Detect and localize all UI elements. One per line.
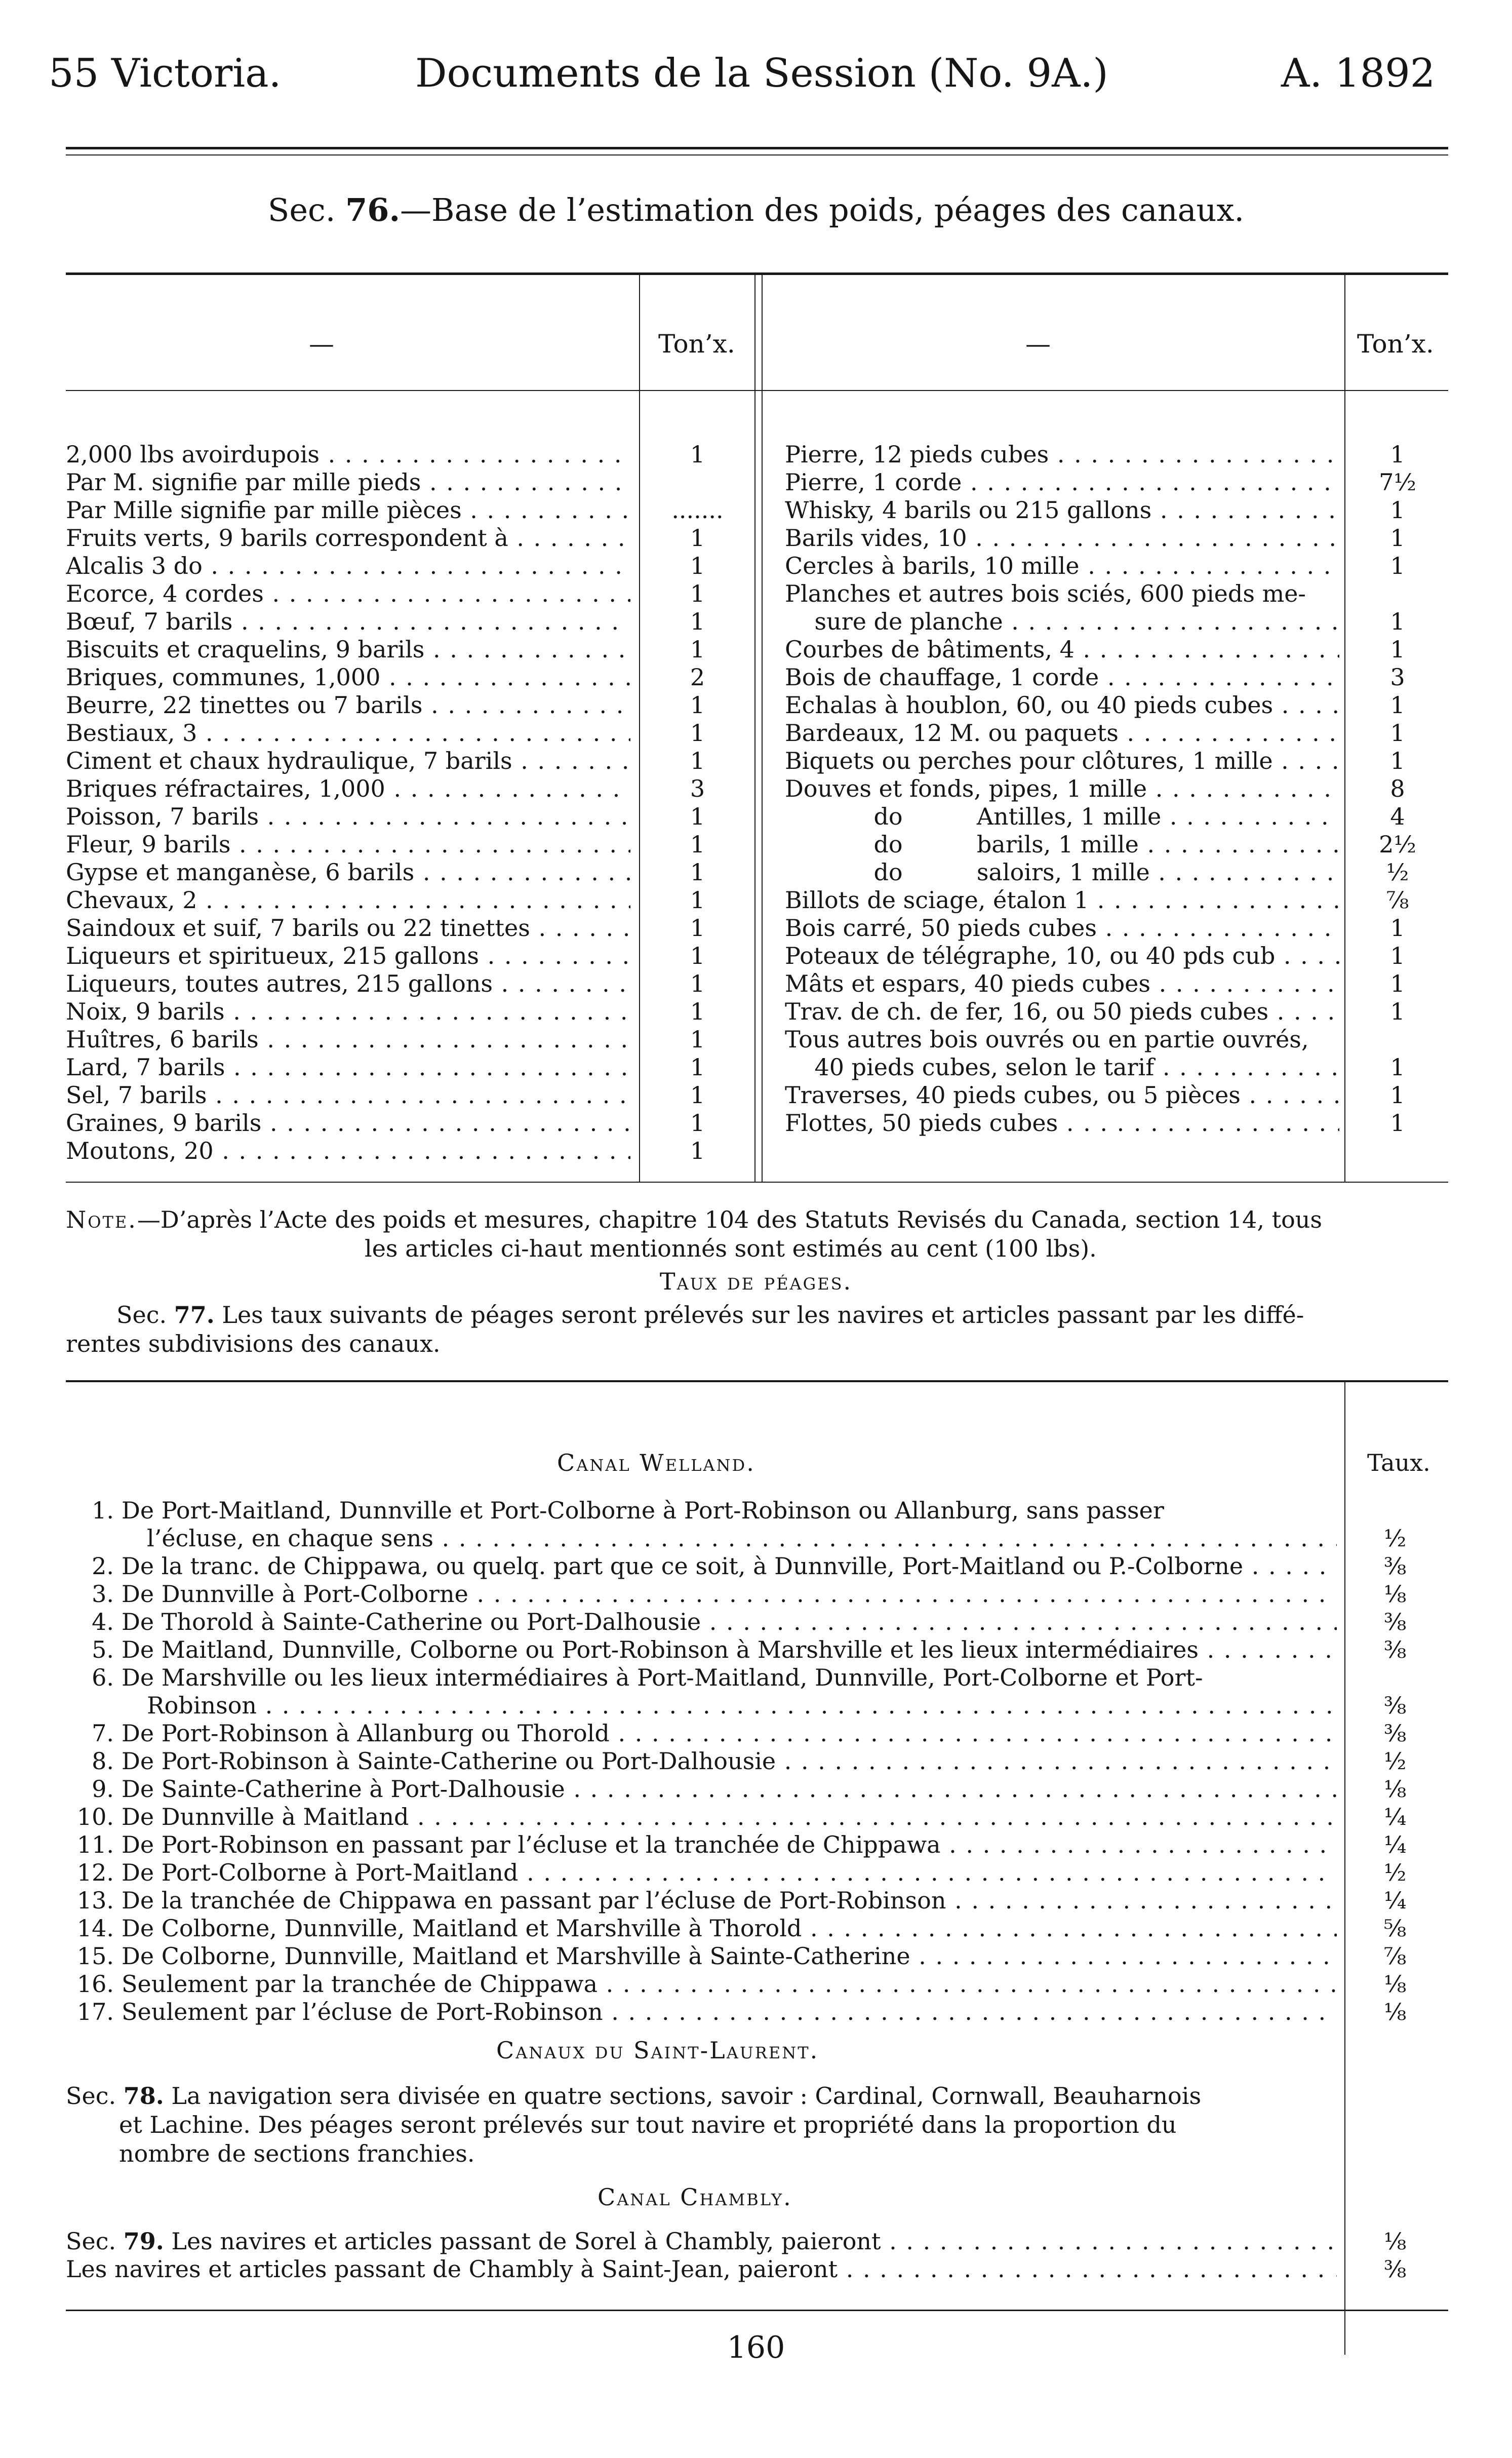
table-row xyxy=(785,496,1339,524)
welland-item-line: De Dunnville à Port-Colborne . . . xyxy=(122,1580,1337,1608)
row-label: Liqueurs et spiritueux, 215 gallons . . . xyxy=(66,942,630,970)
row-label: Chevaux, 2 . . . xyxy=(66,886,630,914)
table-row xyxy=(66,469,630,496)
table-row xyxy=(785,998,1339,1026)
row-tonnage-value: 1 xyxy=(690,1137,705,1164)
table-row xyxy=(785,552,1339,580)
row-label: Bœuf, 7 barils . . . xyxy=(66,608,630,636)
row-tonnage-value: 1 xyxy=(1390,1054,1405,1081)
welland-item-text xyxy=(122,1970,1337,1998)
row-label: Saindoux et suif, 7 barils ou 22 tinettes . . . xyxy=(66,914,630,942)
welland-item-line: De Dunnville à Maitland . . . xyxy=(122,1803,1337,1831)
table-row xyxy=(66,859,630,886)
table-row xyxy=(785,831,1339,859)
welland-item-text xyxy=(122,1720,1337,1747)
row-label: Planches et autres bois sciés, 600 pieds me- xyxy=(785,580,1306,607)
row-label: Bestiaux, 3 . . . xyxy=(66,719,630,747)
header-document-title: Documents de la Session (No. 9A.) xyxy=(415,51,1108,96)
welland-item-text xyxy=(122,1942,1337,1970)
welland-item-number: 4. xyxy=(92,1608,114,1635)
table-row xyxy=(66,803,630,831)
note-label: Note. xyxy=(66,1206,137,1233)
row-label: Fleur, 9 barils . . . xyxy=(66,831,630,859)
row-tonnage-value: 1 xyxy=(690,1081,705,1109)
section-76-number: 76. xyxy=(345,191,401,228)
welland-item-text xyxy=(147,1692,1337,1720)
row-label: Pierre, 1 corde . . . xyxy=(785,469,1339,496)
row-label: sure de planche . . . xyxy=(785,608,1339,636)
row-tonnage-value: 1 xyxy=(690,970,705,997)
table-row xyxy=(785,1054,1339,1081)
row-tonnage-value: 1 xyxy=(1390,1109,1405,1137)
welland-item-rate: ¼ xyxy=(1383,1887,1407,1914)
row-label: Briques réfractaires, 1,000 . . . xyxy=(66,775,630,803)
row-tonnage-value: 1 xyxy=(1390,496,1405,524)
row-label: Par M. signifie par mille pieds . . . xyxy=(66,469,630,496)
taux-de-peages-heading: Taux de péages. xyxy=(659,1268,853,1295)
chambly-row-2-label: Les navires et articles passant de Chambly à Saint-Jean, paieront . . . xyxy=(66,2255,1337,2283)
row-tonnage-value: 1 xyxy=(690,1109,705,1137)
row-tonnage-value: 1 xyxy=(690,1026,705,1053)
row-label: Fruits verts, 9 barils correspondent à . . . xyxy=(66,524,630,552)
table-row xyxy=(66,1109,630,1137)
row-tonnage-value: 1 xyxy=(690,1054,705,1081)
row-label: Beurre, 22 tinettes ou 7 barils . . . xyxy=(66,691,630,719)
table-row xyxy=(785,719,1339,747)
row-tonnage-value: 1 xyxy=(1390,970,1405,997)
table-76-col-divider-4 xyxy=(1344,275,1345,1182)
welland-item-number: 8. xyxy=(92,1747,114,1775)
section-78-text-line-2: et Lachine. Des péages seront prélevés sur tout navire et propriété dans la proportion du xyxy=(119,2111,1177,2138)
table-row xyxy=(785,914,1339,942)
row-tonnage-value: 2½ xyxy=(1379,831,1416,858)
section-78-number: 78. xyxy=(123,2082,164,2110)
table-row xyxy=(785,859,1339,886)
section-78-paragraph xyxy=(66,2082,1342,2111)
row-label: Flottes, 50 pieds cubes . . . xyxy=(785,1109,1339,1137)
canal-welland-heading: Canal Welland. xyxy=(557,1449,755,1476)
header-year: A. 1892 xyxy=(1281,51,1436,96)
row-tonnage-value: 1 xyxy=(690,914,705,942)
column-head-right-dash: — xyxy=(1025,329,1051,359)
row-label: Bois de chauffage, 1 corde . . . xyxy=(785,664,1339,691)
table-row xyxy=(785,803,1339,831)
row-tonnage-value: 1 xyxy=(690,719,705,747)
welland-item-line: De Colborne, Dunnville, Maitland et Marshville à Thorold . . . xyxy=(122,1915,1337,1942)
welland-item-line: Seulement par la tranchée de Chippawa . . . xyxy=(122,1970,1337,1998)
row-label: Alcalis 3 do . . . xyxy=(66,552,630,580)
section-78-prefix: Sec. xyxy=(66,2082,116,2110)
table-row xyxy=(66,970,630,998)
note-text-line-2: les articles ci-haut mentionnés sont estimés au cent (100 lbs). xyxy=(365,1235,1097,1262)
row-tonnage-value: 3 xyxy=(1390,664,1405,691)
table-row xyxy=(785,691,1339,719)
welland-item-line: De Port-Robinson à Sainte-Catherine ou Port-Dalhousie . . . xyxy=(122,1747,1337,1775)
chambly-row-2 xyxy=(66,2255,1337,2283)
table-row xyxy=(785,441,1339,469)
table-row xyxy=(66,524,630,552)
welland-item-number: 11. xyxy=(76,1831,114,1858)
table-row xyxy=(785,886,1339,914)
welland-item-rate: ⅞ xyxy=(1383,1942,1407,1970)
table-row xyxy=(66,1054,630,1081)
welland-item-rate: ⅝ xyxy=(1383,1915,1407,1942)
table-row xyxy=(66,831,630,859)
footer-rule xyxy=(66,2310,1448,2311)
welland-item-number: 9. xyxy=(92,1775,114,1803)
row-tonnage-value: 4 xyxy=(1390,803,1405,830)
welland-item-line: De Thorold à Sainte-Catherine ou Port-Dalhousie . . . xyxy=(122,1608,1337,1636)
canal-chambly-heading: Canal Chambly. xyxy=(598,2183,792,2211)
welland-item-text xyxy=(122,1859,1337,1887)
table-row xyxy=(66,1081,630,1109)
table-row xyxy=(785,608,1339,636)
welland-item-text xyxy=(122,1552,1337,1580)
row-tonnage-value: 1 xyxy=(1390,998,1405,1025)
row-label: Poteaux de télégraphe, 10, ou 40 pds cub . . . xyxy=(785,942,1339,970)
welland-taux-head: Taux. xyxy=(1367,1449,1430,1476)
welland-item-number: 7. xyxy=(92,1720,114,1747)
row-label: Ecorce, 4 cordes . . . xyxy=(66,580,630,608)
welland-item-line: De la tranchée de Chippawa en passant par l’écluse de Port-Robinson . . . xyxy=(122,1887,1337,1915)
row-tonnage-value: 7½ xyxy=(1379,469,1416,496)
section-78-text-line-1: La navigation sera divisée en quatre sections, savoir : Cardinal, Cornwall, Beauharnois xyxy=(171,2082,1202,2110)
chambly-row-1-label: Sec. 79. Les navires et articles passant de Sorel à Chambly, paieront . . . xyxy=(66,2228,1337,2255)
row-tonnage-value: 1 xyxy=(1390,636,1405,663)
row-label: Douves et fonds, pipes, 1 mille . . . xyxy=(785,775,1339,803)
table-row xyxy=(785,1109,1339,1137)
welland-item-number: 17. xyxy=(76,1998,114,2025)
section-78-text-line-3: nombre de sections franchies. xyxy=(119,2140,475,2167)
welland-item-rate: ½ xyxy=(1383,1859,1407,1886)
row-tonnage-value: ⅞ xyxy=(1386,886,1409,914)
table-76-header-rule xyxy=(66,390,1448,391)
row-tonnage-value: 1 xyxy=(1390,552,1405,579)
welland-item-line: De Port-Maitland, Dunnville et Port-Colborne à Port-Robinson ou Allanburg, sans passer xyxy=(122,1497,1164,1524)
table-row xyxy=(66,775,630,803)
row-tonnage-value: 1 xyxy=(690,803,705,830)
note-text-line-1: —D’après l’Acte des poids et mesures, chapitre 104 des Statuts Revisés du Canada, section 14, tous xyxy=(137,1206,1323,1233)
row-tonnage-value: 1 xyxy=(690,691,705,719)
welland-item-text xyxy=(122,1580,1337,1608)
row-label: Sel, 7 barils . . . xyxy=(66,1081,630,1109)
row-label: Noix, 9 barils . . . xyxy=(66,998,630,1026)
canaux-saint-laurent-heading: Canaux du Saint-Laurent. xyxy=(496,2037,819,2064)
row-label: Moutons, 20 . . . xyxy=(66,1137,630,1165)
welland-item-rate: ½ xyxy=(1383,1747,1407,1775)
welland-item-rate: ½ xyxy=(1383,1525,1407,1552)
row-label: Biquets ou perches pour clôtures, 1 mille . . . xyxy=(785,747,1339,775)
section-76-title-text: —Base de l’estimation des poids, péages des canaux. xyxy=(400,191,1245,228)
header-rule-top xyxy=(66,147,1448,149)
welland-item-number: 12. xyxy=(76,1859,114,1886)
welland-item-rate: ⅜ xyxy=(1383,1608,1407,1635)
table-row xyxy=(785,664,1339,691)
table-row xyxy=(66,691,630,719)
table-row xyxy=(785,636,1339,664)
welland-item-line: De la tranc. de Chippawa, ou quelq. part que ce soit, à Dunnville, Port-Maitland ou P.-Colborne . . . xyxy=(122,1552,1337,1580)
row-tonnage-value: 1 xyxy=(690,831,705,858)
row-tonnage-value: 1 xyxy=(1390,914,1405,942)
page-number: 160 xyxy=(727,2330,785,2365)
row-label: Pierre, 12 pieds cubes . . . xyxy=(785,441,1339,469)
welland-rate-divider xyxy=(1344,1382,1345,2355)
welland-item-text xyxy=(122,1636,1337,1664)
welland-item-rate: ⅛ xyxy=(1383,1775,1407,1803)
welland-item-rate: ⅜ xyxy=(1383,1552,1407,1580)
table-row xyxy=(66,441,630,469)
welland-item-text xyxy=(122,1664,1337,1692)
table-76-col-divider-2 xyxy=(754,275,755,1182)
table-row xyxy=(66,496,630,524)
row-label: Graines, 9 barils . . . xyxy=(66,1109,630,1137)
welland-item-number: 13. xyxy=(76,1887,114,1914)
row-tonnage-value: 1 xyxy=(1390,1081,1405,1109)
section-76-title xyxy=(0,191,1512,228)
table-row xyxy=(785,1081,1339,1109)
table-row xyxy=(785,580,1339,608)
table-row xyxy=(66,886,630,914)
table-row xyxy=(785,775,1339,803)
welland-item-number: 3. xyxy=(92,1580,114,1608)
row-label: Biscuits et craquelins, 9 barils . . . xyxy=(66,636,630,664)
welland-item-line: De Port-Robinson en passant par l’écluse et la tranchée de Chippawa . . . xyxy=(122,1831,1337,1859)
header-session-year: 55 Victoria. xyxy=(49,51,282,96)
table-row xyxy=(66,942,630,970)
section-77-number: 77. xyxy=(174,1301,215,1329)
section-77-text-line-1: Les taux suivants de péages seront prélevés sur les navires et articles passant par les diffé- xyxy=(222,1301,1304,1329)
row-label: Mâts et espars, 40 pieds cubes . . . xyxy=(785,970,1339,998)
welland-item-number: 5. xyxy=(92,1636,114,1663)
row-tonnage-value: 1 xyxy=(690,747,705,774)
row-tonnage-value: 1 xyxy=(1390,524,1405,552)
welland-item-line: De Maitland, Dunnville, Colborne ou Port-Robinson à Marshville et les lieux intermédiaires . . . xyxy=(122,1636,1337,1664)
table-row xyxy=(66,747,630,775)
welland-item-rate: ⅛ xyxy=(1383,1970,1407,1998)
row-tonnage-value: 1 xyxy=(690,580,705,607)
row-label: Huîtres, 6 barils . . . xyxy=(66,1026,630,1054)
row-tonnage-value: 1 xyxy=(1390,942,1405,969)
column-head-right-ton: Ton’x. xyxy=(1357,329,1434,359)
table-76-bottom-rule xyxy=(66,1182,1448,1183)
row-tonnage-value: 1 xyxy=(690,608,705,635)
welland-item-line: De Port-Robinson à Allanburg ou Thorold . . . xyxy=(122,1720,1337,1747)
table-76-col-divider-3 xyxy=(762,275,763,1182)
welland-item-rate: ⅜ xyxy=(1383,1720,1407,1747)
header-rule-bottom xyxy=(66,154,1448,155)
row-tonnage-value: 1 xyxy=(690,859,705,886)
row-label: Echalas à houblon, 60, ou 40 pieds cubes . . . xyxy=(785,691,1339,719)
row-tonnage-value: 1 xyxy=(690,998,705,1025)
table-row xyxy=(66,998,630,1026)
note-paragraph xyxy=(66,1205,1453,1234)
table-76-col-divider-1 xyxy=(639,275,640,1182)
table-row xyxy=(66,580,630,608)
table-row xyxy=(66,608,630,636)
table-row xyxy=(66,552,630,580)
table-76-top-rule xyxy=(66,272,1448,275)
table-row xyxy=(66,719,630,747)
welland-item-text xyxy=(122,1915,1337,1942)
row-tonnage-value: 3 xyxy=(690,775,705,802)
welland-item-line: De Port-Colborne à Port-Maitland . . . xyxy=(122,1859,1337,1887)
welland-item-text xyxy=(122,1497,1337,1525)
welland-item-line: De Colborne, Dunnville, Maitland et Marshville à Sainte-Catherine . . . xyxy=(122,1942,1337,1970)
welland-item-number: 1. xyxy=(92,1497,114,1524)
row-label: do barils, 1 mille . . . xyxy=(785,831,1339,859)
welland-item-text xyxy=(122,1747,1337,1775)
welland-item-rate: ⅛ xyxy=(1383,1998,1407,2025)
row-label: 2,000 lbs avoirdupois . . . xyxy=(66,441,630,469)
row-label: do Antilles, 1 mille . . . xyxy=(785,803,1339,831)
welland-item-line: l’écluse, en chaque sens . . . xyxy=(147,1525,1337,1552)
welland-item-number: 10. xyxy=(76,1803,114,1830)
welland-item-number: 16. xyxy=(76,1970,114,1998)
row-tonnage-value: 1 xyxy=(690,636,705,663)
row-label: Gypse et manganèse, 6 barils . . . xyxy=(66,859,630,886)
row-tonnage-value: 1 xyxy=(690,441,705,468)
row-label: Briques, communes, 1,000 . . . xyxy=(66,664,630,691)
row-label: Bois carré, 50 pieds cubes . . . xyxy=(785,914,1339,942)
table-row xyxy=(66,664,630,691)
row-label: Trav. de ch. de fer, 16, ou 50 pieds cubes . . . xyxy=(785,998,1339,1026)
column-head-left-ton: Ton’x. xyxy=(658,329,735,359)
table-row xyxy=(785,747,1339,775)
row-tonnage-value: 1 xyxy=(690,524,705,552)
table-row xyxy=(66,1026,630,1054)
row-tonnage-value: 8 xyxy=(1390,775,1405,802)
welland-item-rate: ¼ xyxy=(1383,1803,1407,1830)
welland-item-rate: ⅜ xyxy=(1383,1692,1407,1719)
row-label: 40 pieds cubes, selon le tarif . . . xyxy=(785,1054,1339,1081)
welland-item-line: De Sainte-Catherine à Port-Dalhousie . . . xyxy=(122,1775,1337,1803)
welland-top-rule xyxy=(66,1380,1448,1382)
row-label: Lard, 7 barils . . . xyxy=(66,1054,630,1081)
welland-item-text xyxy=(122,1608,1337,1636)
column-head-left-dash: — xyxy=(309,329,334,359)
welland-item-text xyxy=(122,1831,1337,1859)
welland-item-rate: ⅜ xyxy=(1383,1636,1407,1663)
welland-item-rate: ⅛ xyxy=(1383,1580,1407,1608)
row-label: Cercles à barils, 10 mille . . . xyxy=(785,552,1339,580)
table-row xyxy=(66,914,630,942)
table-row xyxy=(785,942,1339,970)
table-row xyxy=(785,524,1339,552)
welland-item-text xyxy=(122,1775,1337,1803)
row-label: Billots de sciage, étalon 1 . . . xyxy=(785,886,1339,914)
chambly-row-1 xyxy=(66,2228,1337,2255)
row-label: Tous autres bois ouvrés ou en partie ouvrés, xyxy=(785,1026,1309,1053)
row-label: Par Mille signifie par mille pièces . . . xyxy=(66,496,630,524)
table-row xyxy=(785,1026,1339,1054)
row-label: Poisson, 7 barils . . . xyxy=(66,803,630,831)
row-label: Whisky, 4 barils ou 215 gallons . . . xyxy=(785,496,1339,524)
row-tonnage-value: ....... xyxy=(671,496,724,524)
row-label: Ciment et chaux hydraulique, 7 barils . . . xyxy=(66,747,630,775)
table-row xyxy=(785,970,1339,998)
table-row xyxy=(66,1137,630,1165)
welland-item-line: Robinson . . . xyxy=(147,1692,1337,1720)
section-77-text-line-2: rentes subdivisions des canaux. xyxy=(66,1330,441,1357)
row-label: Liqueurs, toutes autres, 215 gallons . . . xyxy=(66,970,630,998)
welland-item-number: 15. xyxy=(76,1942,114,1970)
row-tonnage-value: 1 xyxy=(1390,719,1405,747)
welland-item-number: 14. xyxy=(76,1915,114,1942)
row-tonnage-value: 1 xyxy=(1390,747,1405,774)
row-label: Traverses, 40 pieds cubes, ou 5 pièces . . . xyxy=(785,1081,1339,1109)
welland-item-text xyxy=(122,1887,1337,1915)
welland-item-text xyxy=(122,1803,1337,1831)
chambly-row-2-rate: ⅜ xyxy=(1383,2255,1407,2283)
row-label: Barils vides, 10 . . . xyxy=(785,524,1339,552)
welland-item-text xyxy=(147,1525,1337,1552)
row-label: Bardeaux, 12 M. ou paquets . . . xyxy=(785,719,1339,747)
table-row xyxy=(66,636,630,664)
row-tonnage-value: ½ xyxy=(1386,859,1409,886)
row-tonnage-value: 1 xyxy=(1390,691,1405,719)
row-tonnage-value: 1 xyxy=(1390,608,1405,635)
chambly-row-1-rate: ⅛ xyxy=(1383,2228,1407,2255)
row-tonnage-value: 1 xyxy=(690,552,705,579)
welland-item-text xyxy=(122,1998,1337,2026)
section-77-prefix: Sec. xyxy=(116,1301,167,1329)
row-label: do saloirs, 1 mille . . . xyxy=(785,859,1339,886)
section-77-paragraph xyxy=(116,1301,1304,1330)
row-tonnage-value: 2 xyxy=(690,664,705,691)
welland-item-rate: ¼ xyxy=(1383,1831,1407,1858)
welland-item-number: 6. xyxy=(92,1664,114,1691)
welland-item-line: Seulement par l’écluse de Port-Robinson . . . xyxy=(122,1998,1337,2026)
row-label: Courbes de bâtiments, 4 . . . xyxy=(785,636,1339,664)
section-76-prefix: Sec. xyxy=(267,191,336,228)
row-tonnage-value: 1 xyxy=(690,886,705,914)
row-tonnage-value: 1 xyxy=(1390,441,1405,468)
welland-item-number: 2. xyxy=(92,1552,114,1580)
row-tonnage-value: 1 xyxy=(690,942,705,969)
table-row xyxy=(785,469,1339,496)
welland-item-line: De Marshville ou les lieux intermédiaires à Port-Maitland, Dunnville, Port-Colborne et Port- xyxy=(122,1664,1203,1691)
